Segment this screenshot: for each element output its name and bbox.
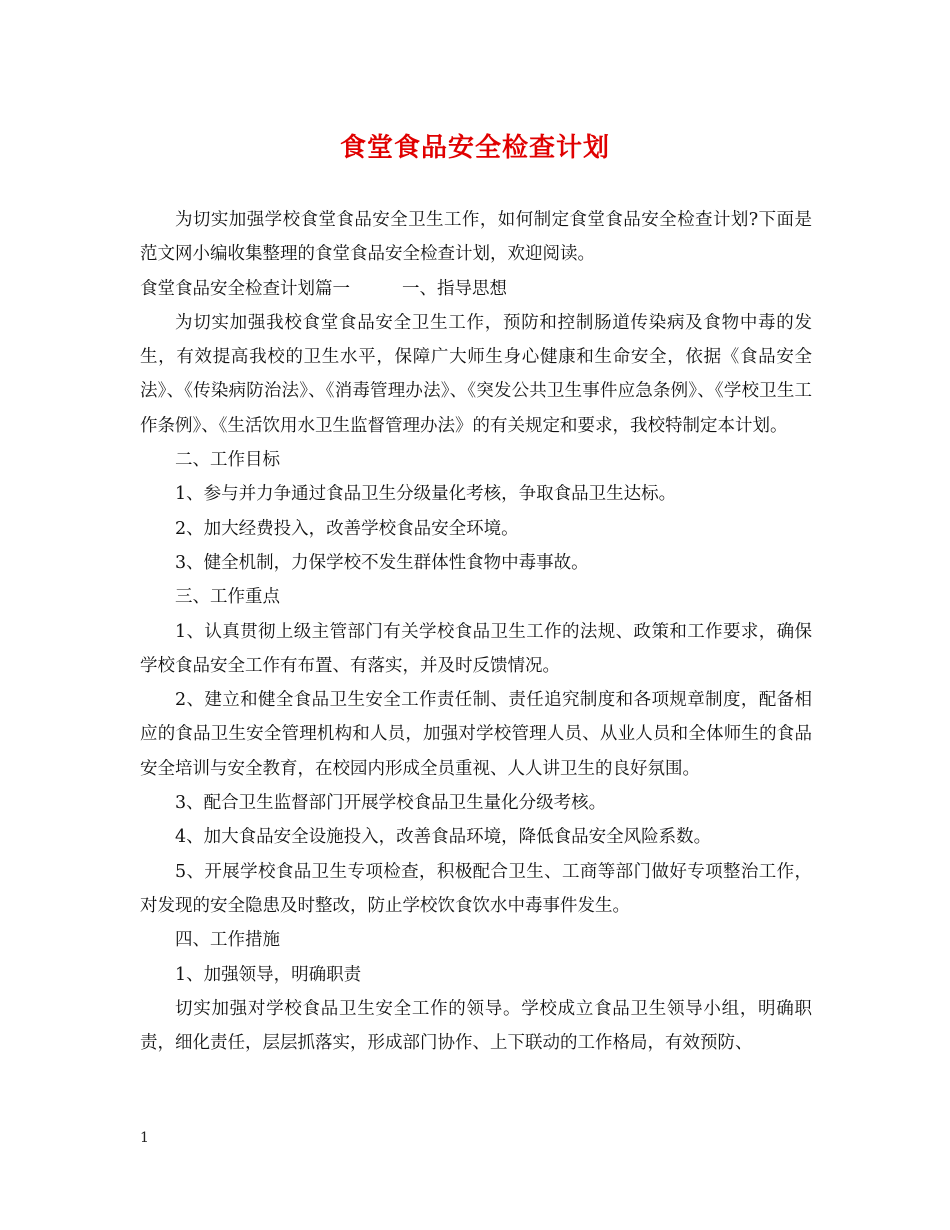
guiding-paragraph: 为切实加强我校食堂食品安全卫生工作，预防和控制肠道传染病及食物中毒的发生，有效提高我校的卫生水平，保障广大师生身心健康和生命安全，依据《食品安全法》、《传染病防治法》、《消毒管理办法》、《突发公共卫生事件应急条例》、《学校卫生工作条例》、《生活饮用水卫生监督管理办法》的有关规定和要求，我校特制定本计划。 [140, 312, 812, 436]
page-number: 1 [140, 1130, 149, 1146]
measure-paragraph: 切实加强对学校食品卫生安全工作的领导。学校成立食品卫生领导小组，明确职责，细化责任，层层抓落实，形成部门协作、上下联动的工作格局，有效预防、 [140, 998, 812, 1054]
section-line [140, 272, 812, 306]
goal-item: 1、参与并力争通过食品卫生分级量化考核，争取食品卫生达标。 [175, 484, 677, 505]
section-label: 食堂食品安全检查计划篇一 [140, 278, 350, 299]
focus-item: 3、配合卫生监督部门开展学校食品卫生量化分级考核。 [175, 793, 607, 814]
heading-measures: 四、工作措施 [175, 930, 280, 951]
focus-item: 5、开展学校食品卫生专项检查，积极配合卫生、工商等部门做好专项整治工作，对发现的安全隐患及时整改，防止学校饮食饮水中毒事件发生。 [140, 861, 812, 916]
section-heading-guiding: 一、指导思想 [402, 278, 507, 299]
focus-item: 1、认真贯彻上级主管部门有关学校食品卫生工作的法规、政策和工作要求，确保学校食品安全工作有布置、有落实，并及时反馈情况。 [140, 621, 812, 676]
document-body [140, 203, 812, 1060]
measure-heading: 1、加强领导，明确职责 [175, 964, 362, 985]
intro-paragraph: 为切实加强学校食堂食品安全卫生工作，如何制定食堂食品安全检查计划?下面是范文网小编收集整理的食堂食品安全检查计划，欢迎阅读。 [140, 210, 812, 265]
heading-goals: 二、工作目标 [175, 450, 280, 471]
focus-item: 2、建立和健全食品卫生安全工作责任制、责任追究制度和各项规章制度，配备相应的食品卫生安全管理机构和人员，加强对学校管理人员、从业人员和全体师生的食品安全培训与安全教育，在校园内形成全员重视、人人讲卫生的良好氛围。 [140, 690, 812, 779]
focus-item: 4、加大食品安全设施投入，改善食品环境，降低食品安全风险系数。 [175, 827, 712, 848]
heading-focus: 三、工作重点 [175, 587, 280, 608]
document-title: 食堂食品安全检查计划 [339, 133, 610, 163]
goal-item: 2、加大经费投入，改善学校食品安全环境。 [175, 518, 519, 539]
goal-item: 3、健全机制，力保学校不发生群体性食物中毒事故。 [175, 552, 589, 573]
